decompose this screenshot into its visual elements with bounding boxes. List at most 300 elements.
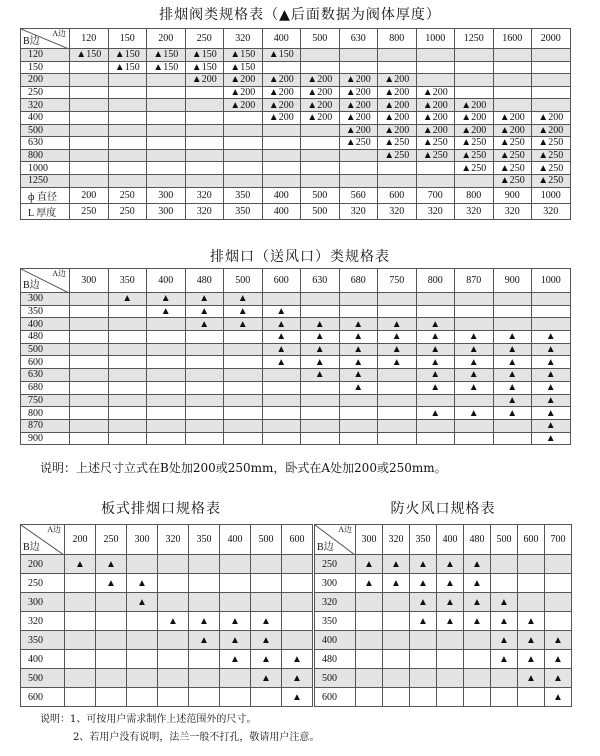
table-cell: [282, 574, 313, 593]
table-cell: ▲: [416, 369, 455, 382]
table-row: [21, 650, 313, 669]
footer-row-header: ф 直径: [21, 187, 70, 203]
table-cell: ▲250: [493, 162, 532, 175]
table-cell: ▲: [378, 343, 417, 356]
table-cell: ▲200: [224, 74, 263, 87]
table-cell: [301, 49, 340, 62]
row-header: 600: [21, 356, 70, 369]
table-cell: [416, 162, 455, 175]
table-row: [21, 343, 571, 356]
row-header: 400: [21, 650, 65, 669]
table-row: [21, 99, 571, 112]
table-cell: [383, 593, 410, 612]
table-cell: [108, 407, 147, 420]
table-cell: ▲: [224, 293, 263, 306]
table-cell: ▲: [127, 593, 158, 612]
row-header: 320: [315, 593, 356, 612]
table-row: [21, 124, 571, 137]
fire-outlet-spec-table: [314, 524, 572, 707]
table-cell: [493, 74, 532, 87]
table-cell: [545, 612, 572, 631]
table-row: [21, 331, 571, 344]
footer-cell: 300: [147, 187, 186, 203]
table-cell: [301, 162, 340, 175]
table-cell: [339, 49, 378, 62]
column-header: 870: [455, 269, 494, 293]
table-cell: ▲250: [493, 174, 532, 187]
column-header: 680: [339, 269, 378, 293]
column-header: 500: [251, 525, 282, 555]
row-header: 800: [21, 407, 70, 420]
table-cell: ▲200: [301, 74, 340, 87]
table-cell: ▲: [532, 419, 571, 432]
table-row: [21, 419, 571, 432]
footer-cell: 400: [262, 203, 301, 219]
column-header: 400: [262, 29, 301, 49]
table-cell: [437, 650, 464, 669]
table-row: [21, 612, 313, 631]
table-cell: [147, 149, 186, 162]
table-row: [21, 305, 571, 318]
table-cell: [158, 555, 189, 574]
table-cell: [108, 86, 147, 99]
table-cell: ▲: [185, 293, 224, 306]
row-header: 320: [21, 99, 70, 112]
table-cell: [532, 86, 571, 99]
table-cell: [147, 369, 186, 382]
table-cell: [251, 555, 282, 574]
table-cell: [532, 305, 571, 318]
table-cell: [70, 149, 109, 162]
table-cell: [493, 61, 532, 74]
row-header: 500: [21, 343, 70, 356]
table-cell: [70, 331, 109, 344]
table-cell: ▲150: [70, 49, 109, 62]
table-cell: [108, 356, 147, 369]
table-cell: [158, 669, 189, 688]
table-cell: [356, 593, 383, 612]
table-cell: [185, 394, 224, 407]
table-footer-row: [21, 187, 571, 203]
table-cell: [70, 174, 109, 187]
table-cell: ▲200: [416, 111, 455, 124]
table-cell: [65, 574, 96, 593]
table-cell: ▲200: [339, 124, 378, 137]
table-cell: [378, 394, 417, 407]
table-cell: ▲: [356, 574, 383, 593]
table-cell: ▲: [532, 381, 571, 394]
table-cell: ▲: [251, 650, 282, 669]
footer-cell: 320: [493, 203, 532, 219]
table-cell: [491, 688, 518, 707]
table-cell: [378, 381, 417, 394]
table-cell: ▲: [455, 369, 494, 382]
table-cell: ▲: [339, 318, 378, 331]
table-cell: ▲200: [532, 111, 571, 124]
table-cell: [356, 688, 383, 707]
table-cell: ▲200: [262, 111, 301, 124]
table-cell: [158, 593, 189, 612]
table-footer-row: [21, 203, 571, 219]
column-header: 300: [70, 269, 109, 293]
table-cell: [158, 688, 189, 707]
table-cell: [301, 305, 340, 318]
table-cell: [378, 407, 417, 420]
table-cell: [96, 688, 127, 707]
table-cell: ▲: [282, 669, 313, 688]
table-cell: ▲: [262, 331, 301, 344]
table-cell: [147, 74, 186, 87]
footer-cell: 320: [378, 203, 417, 219]
table-cell: ▲250: [339, 137, 378, 150]
table-cell: ▲: [437, 555, 464, 574]
table-cell: [545, 574, 572, 593]
corner-a-label: A边: [338, 525, 352, 534]
table-cell: [108, 162, 147, 175]
table-cell: [282, 631, 313, 650]
table-cell: [158, 631, 189, 650]
table-cell: ▲250: [532, 137, 571, 150]
table-cell: [410, 650, 437, 669]
table-cell: [416, 293, 455, 306]
row-header: 350: [315, 612, 356, 631]
table-cell: ▲200: [493, 124, 532, 137]
table-cell: [262, 293, 301, 306]
table-cell: ▲: [262, 305, 301, 318]
footer-cell: 320: [532, 203, 571, 219]
table-cell: [301, 419, 340, 432]
table-cell: [339, 174, 378, 187]
table-cell: [262, 432, 301, 445]
table-cell: ▲: [262, 318, 301, 331]
table-cell: ▲: [251, 612, 282, 631]
column-header: 400: [147, 269, 186, 293]
table-cell: [185, 99, 224, 112]
column-header: 750: [378, 269, 417, 293]
table-cell: ▲: [491, 650, 518, 669]
table-cell: [532, 293, 571, 306]
column-header: 480: [464, 525, 491, 555]
table-cell: [282, 612, 313, 631]
footer-cell: 1000: [532, 187, 571, 203]
table-row: [21, 49, 571, 62]
table-cell: [96, 669, 127, 688]
row-header: 400: [21, 318, 70, 331]
column-header: 320: [383, 525, 410, 555]
table-cell: ▲: [224, 318, 263, 331]
table-cell: ▲: [410, 612, 437, 631]
table-cell: [185, 124, 224, 137]
table-cell: [70, 305, 109, 318]
table-cell: ▲250: [455, 149, 494, 162]
row-header: 300: [21, 293, 70, 306]
table-cell: [282, 555, 313, 574]
table-cell: [410, 631, 437, 650]
table-cell: ▲: [532, 356, 571, 369]
row-header: 480: [315, 650, 356, 669]
table2-title: 排烟口（送风口）类规格表: [210, 249, 390, 265]
table-cell: [70, 394, 109, 407]
table-cell: [189, 574, 220, 593]
table-cell: [301, 381, 340, 394]
table-cell: ▲200: [455, 99, 494, 112]
table-cell: ▲: [493, 407, 532, 420]
table-cell: [70, 369, 109, 382]
table-cell: [224, 111, 263, 124]
table-cell: [147, 111, 186, 124]
column-header: 600: [282, 525, 313, 555]
table-cell: [464, 669, 491, 688]
footer-cell: 350: [224, 203, 263, 219]
footer-cell: 320: [416, 203, 455, 219]
table3-title: 板式排烟口规格表: [101, 501, 221, 517]
table-cell: [262, 419, 301, 432]
table-cell: ▲: [532, 331, 571, 344]
table-cell: ▲250: [493, 149, 532, 162]
table-cell: [339, 305, 378, 318]
column-header: 900: [493, 269, 532, 293]
table-cell: [532, 99, 571, 112]
row-header: 120: [21, 49, 70, 62]
column-header: 500: [301, 29, 340, 49]
table-cell: ▲: [455, 343, 494, 356]
table-cell: ▲250: [416, 137, 455, 150]
table-cell: ▲: [339, 369, 378, 382]
table-cell: [185, 343, 224, 356]
table-cell: [356, 631, 383, 650]
table-row: [21, 631, 313, 650]
table-cell: [455, 318, 494, 331]
table-cell: ▲: [220, 631, 251, 650]
table-cell: [185, 407, 224, 420]
table-cell: [545, 593, 572, 612]
table-cell: ▲: [545, 631, 572, 650]
table-cell: [455, 394, 494, 407]
table-row: [315, 612, 572, 631]
table-row: [315, 593, 572, 612]
table-cell: ▲: [416, 318, 455, 331]
table-row: [21, 593, 313, 612]
table-cell: ▲: [262, 356, 301, 369]
table-cell: [185, 419, 224, 432]
table-cell: [416, 61, 455, 74]
table-cell: [108, 149, 147, 162]
table-cell: [147, 381, 186, 394]
table2-note: 说明：上述尺寸立式在B处加200或250mm，卧式在A处加200或250mm。: [40, 461, 447, 475]
footer-cell: 800: [455, 187, 494, 203]
table-cell: [378, 61, 417, 74]
table-cell: ▲: [437, 612, 464, 631]
table-cell: [339, 419, 378, 432]
table-row: [21, 111, 571, 124]
table-cell: [189, 593, 220, 612]
table-cell: [70, 137, 109, 150]
column-header: 2000: [532, 29, 571, 49]
row-header: 300: [315, 574, 356, 593]
table-cell: [65, 593, 96, 612]
table-cell: ▲: [532, 394, 571, 407]
table-cell: [70, 318, 109, 331]
column-header: 1250: [455, 29, 494, 49]
table-cell: [339, 394, 378, 407]
column-header: 350: [410, 525, 437, 555]
table-cell: [251, 574, 282, 593]
table-cell: ▲: [491, 612, 518, 631]
footer-cell: 320: [185, 203, 224, 219]
table-cell: [70, 293, 109, 306]
table-cell: ▲: [127, 574, 158, 593]
table-row: [21, 74, 571, 87]
table-cell: [70, 99, 109, 112]
corner-a-label: A边: [52, 269, 66, 278]
table-cell: ▲200: [416, 86, 455, 99]
table-cell: ▲: [147, 293, 186, 306]
table-cell: [70, 86, 109, 99]
table-cell: [96, 593, 127, 612]
row-header: 300: [21, 593, 65, 612]
row-header: 320: [21, 612, 65, 631]
table-cell: [147, 86, 186, 99]
table-cell: ▲: [518, 631, 545, 650]
table-cell: [493, 99, 532, 112]
table-cell: ▲: [185, 318, 224, 331]
footer-cell: 500: [301, 187, 340, 203]
table-cell: [220, 555, 251, 574]
table-cell: ▲: [545, 669, 572, 688]
table-cell: [70, 432, 109, 445]
footer-cell: 300: [147, 203, 186, 219]
row-header: 200: [21, 74, 70, 87]
table-cell: [339, 162, 378, 175]
table-cell: [224, 369, 263, 382]
footer-cell: 600: [378, 187, 417, 203]
table-cell: [532, 49, 571, 62]
table-cell: [301, 124, 340, 137]
plate-outlet-spec-table: [20, 524, 313, 707]
column-header: 800: [416, 269, 455, 293]
table-cell: [378, 49, 417, 62]
table-cell: [437, 631, 464, 650]
table-cell: ▲: [464, 612, 491, 631]
table-cell: [224, 432, 263, 445]
row-header: 1250: [21, 174, 70, 187]
table-cell: ▲: [493, 381, 532, 394]
table-cell: [383, 669, 410, 688]
table-cell: ▲: [356, 555, 383, 574]
table-cell: [224, 162, 263, 175]
note-line-1: 说明：1、可按用户需求制作上述范围外的尺寸。: [40, 714, 257, 725]
table-cell: ▲250: [416, 149, 455, 162]
row-header: 600: [315, 688, 356, 707]
table-cell: [189, 688, 220, 707]
table-cell: [493, 49, 532, 62]
table-cell: ▲: [410, 593, 437, 612]
footer-cell: 350: [224, 187, 263, 203]
table-cell: [410, 669, 437, 688]
table-cell: ▲200: [224, 86, 263, 99]
table-cell: ▲: [410, 574, 437, 593]
table-cell: [70, 381, 109, 394]
table-cell: ▲: [491, 593, 518, 612]
table-cell: [147, 419, 186, 432]
table-cell: [437, 669, 464, 688]
table-cell: ▲: [464, 593, 491, 612]
table-cell: [147, 174, 186, 187]
table-cell: [491, 574, 518, 593]
column-header: 200: [65, 525, 96, 555]
table-cell: [127, 612, 158, 631]
table-cell: [224, 394, 263, 407]
table-cell: ▲: [416, 356, 455, 369]
row-header: 200: [21, 555, 65, 574]
table-cell: ▲150: [224, 49, 263, 62]
table-cell: ▲: [378, 318, 417, 331]
table-cell: ▲: [339, 331, 378, 344]
table-row: [21, 669, 313, 688]
table-cell: [70, 343, 109, 356]
table-cell: ▲: [282, 688, 313, 707]
table-cell: [416, 419, 455, 432]
table-cell: [158, 650, 189, 669]
table-cell: [185, 369, 224, 382]
table-cell: [378, 419, 417, 432]
table-cell: ▲200: [224, 99, 263, 112]
table-row: [315, 574, 572, 593]
table-row: [21, 149, 571, 162]
valve-spec-table: [20, 28, 571, 220]
table-cell: [127, 555, 158, 574]
table-cell: [262, 61, 301, 74]
table-cell: ▲200: [378, 124, 417, 137]
table-cell: ▲200: [416, 124, 455, 137]
table-row: [315, 631, 572, 650]
table-cell: ▲: [545, 688, 572, 707]
row-header: 400: [315, 631, 356, 650]
column-header: 500: [224, 269, 263, 293]
table-cell: [301, 394, 340, 407]
table-cell: ▲: [301, 356, 340, 369]
table-cell: ▲: [545, 650, 572, 669]
table-cell: ▲150: [108, 61, 147, 74]
table-cell: [65, 631, 96, 650]
table-cell: ▲250: [455, 162, 494, 175]
table-cell: [224, 419, 263, 432]
table-cell: [127, 631, 158, 650]
table-cell: [70, 407, 109, 420]
table-cell: ▲: [339, 381, 378, 394]
table-cell: [185, 174, 224, 187]
table-cell: [262, 137, 301, 150]
table-row: [21, 174, 571, 187]
row-header: 600: [21, 688, 65, 707]
column-header: 300: [356, 525, 383, 555]
table-cell: ▲: [189, 631, 220, 650]
table-cell: [518, 688, 545, 707]
table-cell: [378, 293, 417, 306]
footer-cell: 320: [455, 203, 494, 219]
table-cell: [185, 86, 224, 99]
table-cell: ▲150: [108, 49, 147, 62]
table-cell: [108, 305, 147, 318]
table-cell: [493, 419, 532, 432]
table-cell: [378, 174, 417, 187]
table-cell: ▲: [147, 305, 186, 318]
table-row: [21, 356, 571, 369]
column-header: 350: [189, 525, 220, 555]
column-header: 600: [518, 525, 545, 555]
table-cell: [378, 369, 417, 382]
column-header: 480: [185, 269, 224, 293]
